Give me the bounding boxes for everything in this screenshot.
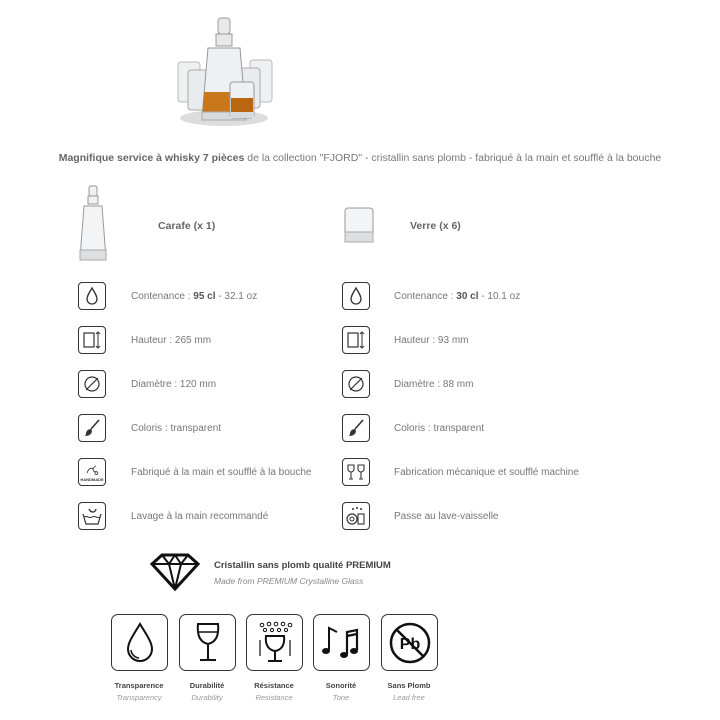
glass-diameter: Diamètre : 88 mm <box>394 379 474 390</box>
feature-sub-tone: Tone <box>332 693 350 702</box>
premium-title: Cristallin sans plomb qualité PREMIUM <box>214 560 391 571</box>
glass-height: Hauteur : 93 mm <box>394 335 469 346</box>
feature-sub-lead-free: Lead free <box>393 693 425 702</box>
carafe-title: Carafe (x 1) <box>158 220 216 232</box>
feature-label-tone: Sonorité <box>325 681 357 690</box>
intro-bold: Magnifique service à whisky 7 pièces <box>58 152 245 164</box>
carafe-diameter: Diamètre : 120 mm <box>131 379 217 390</box>
feature-label-resistance: Résistance <box>254 681 294 690</box>
carafe-color: Coloris : transparent <box>131 423 222 434</box>
glass-capacity: Contenance : 30 cl - 10.1 oz <box>394 291 521 302</box>
handmade-icon <box>78 458 106 486</box>
diameter-icon <box>78 370 106 398</box>
feature-label-lead-free: Sans Plomb <box>387 681 431 690</box>
durability-wine-glass-icon <box>179 614 236 671</box>
brush-icon <box>78 414 106 442</box>
carafe-making: Fabriqué à la main et soufflé à la bouche <box>131 467 312 478</box>
feature-label-durability: Durabilité <box>189 681 225 690</box>
glass-diameter-icon <box>342 370 370 398</box>
diamond-icon <box>148 552 202 592</box>
glass-height-icon <box>342 326 370 354</box>
height-icon <box>78 326 106 354</box>
capacity-drop-icon <box>78 282 106 310</box>
intro-rest: de la collection "FJORD" - cristallin sans plomb - fabriqué à la main et soufflé à la bouche <box>244 152 662 164</box>
carafe-capacity: Contenance : 95 cl - 32.1 oz <box>131 291 258 302</box>
glass-brush-icon <box>342 414 370 442</box>
transparency-drop-icon <box>111 614 168 671</box>
tone-music-note-icon <box>313 614 370 671</box>
glass-making: Fabrication mécanique et soufflé machine <box>394 467 579 478</box>
product-hero-image <box>168 14 280 132</box>
premium-subtitle: Made from PREMIUM Crystalline Glass <box>214 576 364 586</box>
glass-washing: Passe au lave-vaisselle <box>394 511 499 522</box>
handwash-icon <box>78 502 106 530</box>
carafe-thumbnail <box>78 184 108 264</box>
handmade-badge: HANDMADE <box>80 476 104 482</box>
svg-text:Pb: Pb <box>399 635 420 653</box>
glass-thumbnail <box>342 206 376 246</box>
machine-made-icon <box>342 458 370 486</box>
glass-color: Coloris : transparent <box>394 423 485 434</box>
feature-sub-durability: Durability <box>191 693 223 702</box>
dishwasher-icon <box>342 502 370 530</box>
feature-sub-resistance: Resistance <box>255 693 293 702</box>
intro-description <box>0 152 720 164</box>
feature-sub-transparency: Transparency <box>116 693 162 702</box>
lead-free-icon <box>381 614 438 671</box>
feature-label-transparency: Transparence <box>114 681 164 690</box>
glass-capacity-drop-icon <box>342 282 370 310</box>
carafe-height: Hauteur : 265 mm <box>131 335 212 346</box>
resistance-glass-spray-icon <box>246 614 303 671</box>
carafe-washing: Lavage à la main recommandé <box>131 511 269 522</box>
glass-title: Verre (x 6) <box>410 220 461 232</box>
